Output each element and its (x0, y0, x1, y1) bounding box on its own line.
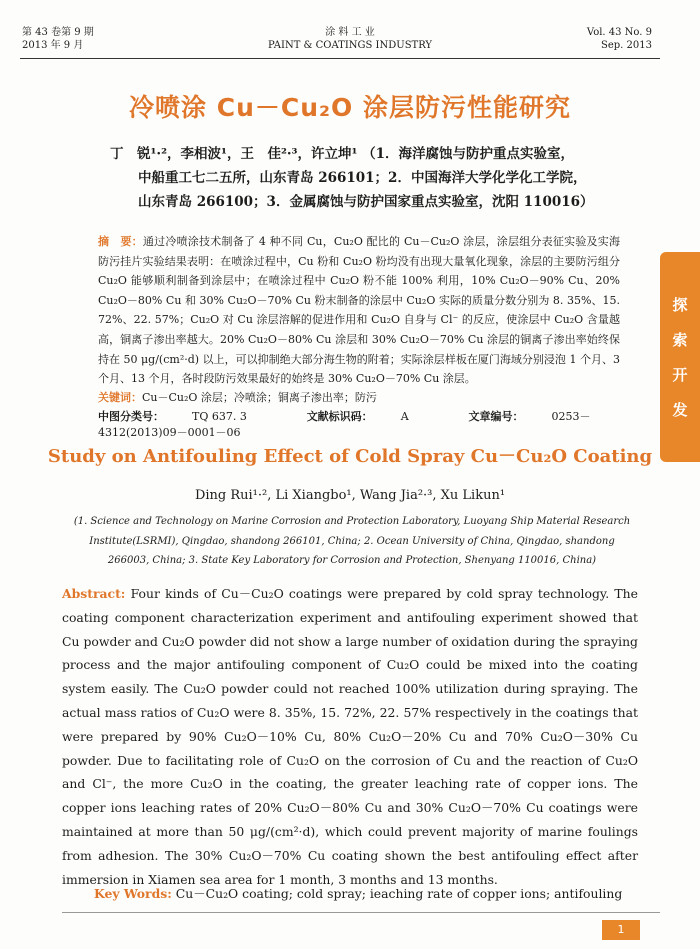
chinese-title: 冷喷涂 Cu－Cu₂O 涂层防污性能研究 (129, 93, 571, 122)
page-header (0, 0, 700, 60)
english-title: Study on Antifouling Effect of Cold Spray Cu－Cu₂O Coating (47, 446, 653, 467)
english-abstract-label: Abstract: (62, 586, 126, 601)
chinese-affiliation-3: 山东青岛 266100；3．金属腐蚀与防护国家重点实验室，沈阳 110016） (138, 194, 594, 210)
chinese-abstract-label: 摘 要： (98, 235, 143, 248)
english-authors: Ding Rui¹·², Li Xiangbo¹, Wang Jia²·³, Xu Likun¹ (194, 488, 506, 503)
clc-number: 中图分类号： TQ 637. 3 (98, 410, 247, 423)
chinese-affiliation-2: 中船重工七二五所，山东青岛 266101；2．中国海洋大学化学化工学院， (138, 170, 587, 186)
header-right (587, 26, 652, 52)
journal-name-cn: 涂 料 工 业 (325, 27, 375, 38)
chinese-keywords (98, 389, 377, 405)
chinese-authors: 丁 锐¹·²，李相波¹，王 佳²·³，许立坤¹ (110, 146, 358, 162)
footer-divider (62, 912, 660, 913)
english-keywords-label: Key Words: (94, 886, 172, 901)
chinese-keywords-label: 关键词： (98, 391, 142, 404)
chinese-abstract-text: 通过冷喷涂技术制备了 4 种不同 Cu，Cu₂O 配比的 Cu－Cu₂O 涂层，涂层组分表征实验及实海防污挂片实验结果表明：在喷涂过程中，Cu 粉和 Cu₂O 粉均没有出现大量氧化现象，涂层的主要防污组分 Cu₂O 能够顺利制备到涂层中；在喷涂过程中 Cu₂O 粉不能 100% 利用，10% Cu₂O－90% Cu、20% Cu₂O－80% Cu 和 30% Cu₂O－70% Cu 粉末制备的涂层中 Cu₂O 实际的质量分数分别为 8. 35%、15. 72%、22. 57%；Cu₂O 对 Cu 涂层溶解的促进作用和 Cu₂O 自身与 Cl⁻ 的反应，使涂层中 Cu₂O 含量越高，铜离子渗出率越大。20% Cu₂O－80% Cu 涂层和 30% Cu₂O－70% Cu 涂层的铜离子渗出率始终保持在 50 μg/(cm²·d) 以上，可以抑制绝大部分海生物的附着；实际涂层样板在厦门海域分别浸泡 1 个月、3 个月、13 个月，各时段防污效果最好的始终是 30% Cu₂O－70% Cu 涂层。 (98, 235, 621, 386)
english-keywords (94, 884, 654, 902)
side-tab-char: 探 (672, 296, 688, 314)
header-divider (20, 58, 660, 59)
page-number: 1 (602, 920, 640, 940)
volume-cn: 第 43 卷第 9 期 (22, 27, 94, 38)
chinese-affiliation-1: （1．海洋腐蚀与防护重点实验室， (362, 146, 574, 162)
date-cn: 2013 年 9 月 (22, 40, 84, 51)
english-abstract-text: Four kinds of Cu－Cu₂O coatings were prepared by cold spray technology. The coating component characterization experiment and antifouling experiment showed that Cu powder and Cu₂O powder did not show a large number of oxidation during the spraying process and the major antifouling component of Cu₂O could be mixed into the coating system easily. The Cu₂O powder could not reached 100% utilization during spraying. The actual mass ratios of Cu₂O were 8. 35%, 15. 72%, 22. 57% respectively in the coatings that were prepared by 90% Cu₂O－10% Cu, 80% Cu₂O－20% Cu and 70% Cu₂O－30% Cu powder. Due to facilitating role of Cu₂O on the corrosion of Cu and the reaction of Cu₂O and Cl⁻, the more Cu₂O in the coating, the greater leaching rate of copper ions. The copper ions leaching rates of 20% Cu₂O－80% Cu and 30% Cu₂O－70% Cu coatings were maintained at more than 50 μg/(cm²·d), which could prevent majority of marine foulings from adhesion. The 30% Cu₂O－70% Cu coating shown the best antifouling effect after immersion in Xiamen sea area for 1 month, 3 months and 13 months. (62, 586, 638, 887)
article-number: 文章编号： 0253－4312(2013)09－0001－06 (98, 410, 591, 439)
chinese-abstract (98, 232, 620, 389)
date-en: Sep. 2013 (601, 40, 652, 51)
side-tab-char: 索 (672, 331, 688, 349)
section-side-tab (660, 252, 700, 462)
document-code: 文献标识码： A (306, 410, 409, 423)
side-tab-char: 发 (672, 401, 688, 419)
english-keywords-text: Cu－Cu₂O coating; cold spray; ieaching rate of copper ions; antifouling (175, 886, 623, 901)
english-abstract (62, 582, 638, 891)
chinese-keywords-text: Cu－Cu₂O 涂层；冷喷涂；铜离子渗出率；防污 (142, 391, 377, 404)
side-tab-char: 开 (672, 366, 688, 384)
english-affiliations: (1. Science and Technology on Marine Corrosion and Protection Laboratory, Luoyang Ship Material Research Institute(LSRMI), Qingdao, shandong 266101, China; 2. Ocean University of China, Qingdao, shandong 266003, China; 3. State Key Laboratory for Corrosion and Protection, Shenyang 110016, China) (73, 516, 631, 566)
chinese-authors-block (110, 142, 630, 214)
classification-line (98, 408, 618, 440)
volume-en: Vol. 43 No. 9 (586, 27, 652, 38)
journal-name-en: PAINT & COATINGS INDUSTRY (267, 40, 433, 51)
